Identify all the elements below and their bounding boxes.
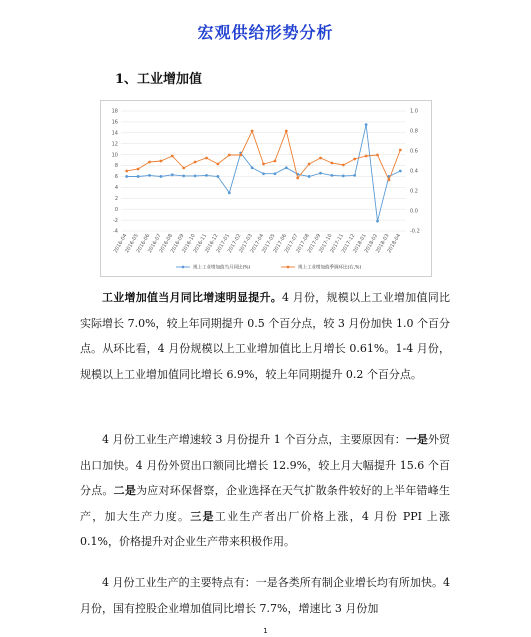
y-left-tick-label: 10 (111, 152, 118, 159)
x-tick-label: 2018-03 (374, 233, 391, 255)
industrial-value-added-chart (100, 100, 432, 277)
x-tick-label: 2018-01 (352, 233, 368, 255)
y-right-tick-label: 0.6 (410, 148, 418, 155)
series-2-point (125, 170, 128, 173)
reason-3-text: 工业生产者出厂价格上涨，4 月份 PPI 上涨 0.1%，价格提升对企业生产带来积极作用。 (80, 509, 451, 549)
series-2-point (388, 179, 391, 182)
x-tick-label: 2017-05 (260, 233, 277, 255)
series-1-point (308, 175, 311, 178)
x-tick-label: 2018-04 (386, 233, 403, 255)
y-left-tick-label: 8 (114, 163, 118, 170)
x-tick-label: 2017-02 (226, 233, 243, 255)
paragraph-3 (80, 570, 450, 621)
series-1-point (217, 175, 220, 178)
series-2-point (239, 154, 242, 157)
paragraph-1 (80, 285, 450, 387)
x-tick-label: 2016-05 (124, 233, 140, 255)
x-tick-label: 2016-12 (203, 233, 220, 255)
series-2-point (285, 130, 288, 133)
reason-1-label: 一是 (405, 433, 428, 446)
series-1-point (160, 175, 163, 178)
series-2-point (353, 158, 356, 161)
x-tick-label: 2017-06 (272, 233, 289, 255)
series-1-point (353, 174, 356, 177)
series-1-point (205, 174, 208, 177)
x-tick-label: 2017-12 (340, 233, 357, 255)
y-left-tick-label: 14 (111, 130, 118, 137)
y-right-tick-label: -0.2 (410, 228, 420, 235)
series-2-point (399, 149, 402, 152)
paragraph-3-body: 4 月份工业生产的主要特点有：一是各类所有制企业增长均有所加快。4 月份，国有控股企业增加值同比增长 7.7%，增速比 3 月份加 (80, 576, 450, 615)
y-right-tick-label: 0.8 (410, 128, 418, 135)
x-tick-label: 2017-01 (215, 233, 232, 255)
series-1-point (171, 173, 174, 176)
page-title: 宏观供给形势分析 (197, 23, 334, 42)
y-left-tick-label: 0 (114, 206, 118, 213)
y-right-tick-label: 1.0 (410, 108, 418, 115)
paragraph-2 (80, 427, 450, 555)
series-1-point (331, 174, 334, 177)
x-tick-label: 2017-11 (329, 232, 346, 255)
section-heading: 1、工业增加值 (115, 72, 203, 87)
series-1-point (274, 172, 277, 175)
series-2-point (274, 160, 277, 163)
y-left-tick-label: 12 (111, 141, 118, 148)
reason-1-text: 外贸出口加快。4 月份外贸出口额同比增长 12.9%，较上月大幅提升 15.6 个百分点。 (80, 433, 451, 498)
chart-svg (101, 101, 431, 276)
series-2-point (228, 154, 231, 157)
y-left-tick-label: -4 (113, 228, 118, 235)
series-1-point (137, 175, 140, 178)
x-tick-label: 2017-03 (238, 233, 254, 255)
x-tick-label: 2016-09 (169, 233, 186, 255)
series-2-point (296, 177, 299, 180)
series-1-point (365, 123, 368, 126)
series-1-point (285, 166, 288, 169)
paragraph-1-body: 4 月份，规模以上工业增加值同比实际增长 7.0%，较上年同期提升 0.5 个百分点，较 3 月份加快 1.0 个百分点。从环比看，4 月份规模以上工业增加值比上月增长 0.61%。1-4 月份，规模以上工业增加值同比增长 6.9%，较上年同期提升 0.2 个百分点。 (80, 291, 450, 381)
y-left-tick-label: 16 (111, 119, 118, 126)
legend-label: 规上工业增加值当月同比(%) (193, 265, 251, 271)
x-tick-label: 2016-11 (192, 233, 209, 255)
series-2-point (160, 160, 163, 163)
y-right-tick-label: 0.4 (410, 168, 418, 175)
series-1-point (125, 175, 128, 178)
x-tick-label: 2016-10 (181, 233, 197, 255)
y-right-tick-label: 0.0 (410, 208, 418, 215)
x-tick-label: 2016-04 (112, 233, 129, 255)
x-tick-label: 2017-10 (317, 233, 334, 255)
series-2-point (171, 155, 174, 158)
paragraph-1-lead: 工业增加值当月同比增速明显提升。 (102, 291, 282, 304)
series-1-point (262, 172, 265, 175)
series-2-point (319, 157, 322, 160)
x-tick-label: 2017-04 (249, 233, 266, 255)
series-2-point (182, 167, 185, 170)
series-2-point (251, 130, 254, 133)
series-2-point (342, 164, 345, 167)
legend-swatch-marker (287, 266, 290, 269)
series-2-point (205, 157, 208, 160)
x-tick-label: 2016-07 (146, 233, 163, 255)
series-1-point (251, 166, 254, 169)
series-2-point (331, 162, 334, 165)
reason-2-label: 二是 (113, 484, 137, 498)
series-2-point (262, 163, 265, 166)
x-tick-label: 2016-06 (135, 233, 152, 255)
series-1-point (342, 175, 345, 178)
y-left-tick-label: 4 (114, 185, 118, 192)
series-2-point (137, 168, 140, 171)
series-1-point (228, 191, 231, 194)
series-1-point (194, 175, 197, 178)
legend-swatch-marker (182, 266, 185, 269)
x-tick-label: 2017-09 (306, 233, 323, 255)
reason-2-text: 为应对环保督察，企业选择在天气扩散条件较好的上半年错峰生产，加大生产力度。 (80, 484, 450, 523)
series-1-point (399, 170, 402, 173)
y-left-tick-label: 18 (111, 108, 118, 115)
series-1-point (376, 220, 379, 223)
series-2-point (217, 163, 220, 166)
page-number: 1 (263, 627, 268, 635)
reason-3-label: 三是 (190, 509, 215, 523)
x-tick-label: 2017-08 (295, 233, 311, 255)
x-tick-label: 2017-07 (283, 233, 300, 255)
y-right-tick-label: 0.2 (410, 188, 418, 195)
series-1-point (148, 174, 151, 177)
series-2-point (376, 154, 379, 157)
legend-label: 规上工业增加值季调环比(右,%) (298, 265, 362, 271)
series-2-point (308, 163, 311, 166)
series-1-point (319, 172, 322, 175)
series-1-point (182, 175, 185, 178)
x-tick-label: 2016-08 (158, 233, 175, 255)
y-left-tick-label: -2 (113, 217, 118, 224)
series-2-point (365, 155, 368, 158)
x-tick-label: 2018-02 (363, 233, 380, 255)
y-left-tick-label: 2 (114, 195, 118, 202)
y-left-tick-label: 6 (114, 174, 118, 181)
paragraph-2-intro: 4 月份工业生产增速较 3 月份提升 1 个百分点，主要原因有： (102, 433, 406, 446)
series-2-point (148, 161, 151, 164)
series-2-point (194, 161, 197, 164)
